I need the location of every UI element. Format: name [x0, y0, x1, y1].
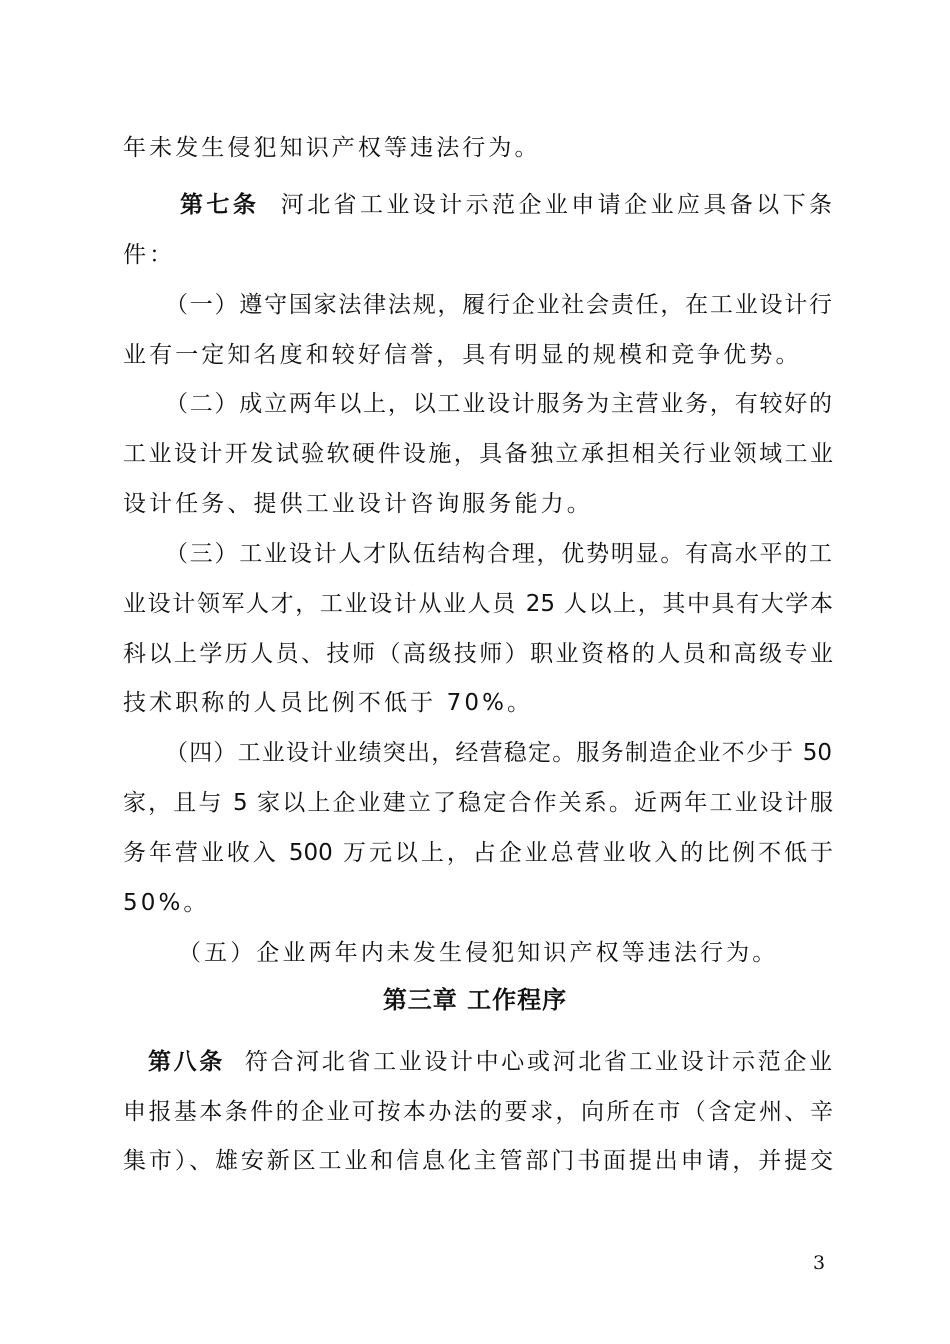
paragraph-line: 申报基本条件的企业可按本办法的要求，向所在市（含定州、辛 [123, 1099, 833, 1125]
page-number: 3 [813, 1252, 826, 1274]
item-2-line: 设计任务、提供工业设计咨询服务能力。 [123, 491, 593, 517]
item-2-line: 工业设计开发试验软硬件设施，具备独立承担相关行业领域工业 [123, 441, 833, 467]
paragraph-line: 集市）、雄安新区工业和信息化主管部门书面提出申请，并提交 [123, 1148, 833, 1174]
item-3-line: 科以上学历人员、技师（高级技师）职业资格的人员和高级专业 [123, 641, 833, 667]
item-2-line: （二）成立两年以上，以工业设计服务为主营业务，有较好的 [165, 391, 832, 417]
chapter-3-title: 第三章 工作程序 [382, 986, 568, 1014]
item-1-line: 业有一定知名度和较好信誉，具有明显的规模和竞争优势。 [123, 342, 802, 368]
item-4-line: （四）工业设计业绩突出，经营稳定。服务制造企业不少于 50 [165, 740, 832, 766]
paragraph-line: 年未发生侵犯知识产权等违法行为。 [123, 135, 541, 161]
article-8-text: 符合河北省工业设计中心或河北省工业设计示范企业 [244, 1049, 833, 1075]
item-5-line: （五）企业两年内未发生侵犯知识产权等违法行为。 [178, 940, 779, 966]
item-3-line: 业设计领军人才，工业设计从业人员 25 人以上，其中具有大学本 [123, 591, 833, 617]
article-7-text: 河北省工业设计示范企业申请企业应具备以下条 [280, 192, 833, 218]
item-1-line: （一）遵守国家法律法规，履行企业社会责任，在工业设计行 [165, 292, 832, 318]
item-4-line: 务年营业收入 500 万元以上，占企业总营业收入的比例不低于 [123, 840, 833, 866]
item-4-line: 50%。 [123, 890, 210, 916]
item-4-line: 家，且与 5 家以上企业建立了稳定合作关系。近两年工业设计服 [123, 790, 833, 816]
article-8-heading [148, 1047, 832, 1077]
item-3-line: （三）工业设计人才队伍结构合理，优势明显。有高水平的工 [165, 541, 832, 567]
article-7-heading [180, 190, 832, 220]
item-3-line: 技术职称的人员比例不低于 70%。 [123, 690, 534, 716]
paragraph-line: 件： [123, 242, 176, 268]
article-8-label: 第八条 [148, 1049, 225, 1075]
article-7-label: 第七条 [180, 192, 260, 218]
